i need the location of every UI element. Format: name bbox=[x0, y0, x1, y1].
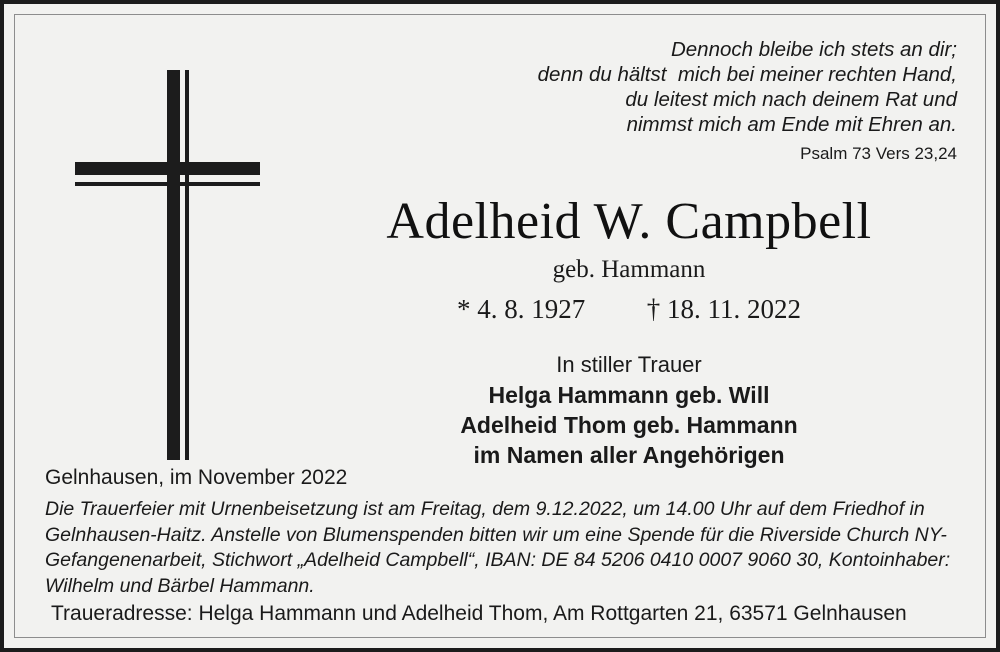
funeral-details: Die Trauerfeier mit Urnenbeisetzung ist am Freitag, dem 9.12.2022, um 14.00 Uhr auf dem Friedhof in Gelnhausen-Haitz. Anstelle von Blumenspenden bitten wir um eine Spende für die Riverside Church NY-Gefangenenarbeit, Stichwort „Adelheid Campbell“, IBAN: DE 84 5206 0410 0007 9060 30, Kontoinhaber: Wilhelm und Bärbel Hammann. bbox=[45, 498, 951, 597]
cross-horizontal-bar bbox=[75, 162, 260, 175]
cross-vertical-bar bbox=[167, 70, 180, 460]
mourner-name-2: Adelheid Thom geb. Hammann bbox=[460, 412, 798, 438]
deceased-name: Adelheid W. Campbell bbox=[386, 193, 872, 250]
place-and-date: Gelnhausen, im November 2022 bbox=[45, 466, 348, 489]
deceased-name-block bbox=[270, 193, 988, 325]
life-dates bbox=[270, 293, 988, 325]
christian-cross-icon bbox=[75, 70, 265, 460]
verse-line-3: du leitest mich nach deinem Rat und bbox=[625, 88, 957, 111]
verse-line-2: denn du hältst mich bei meiner rechten Hand, bbox=[537, 63, 957, 86]
verse-line-1: Dennoch bleibe ich stets an dir; bbox=[670, 38, 957, 61]
verse-line-4: nimmst mich am Ende mit Ehren an. bbox=[626, 113, 957, 136]
cross-horizontal-bar-thin bbox=[75, 182, 260, 186]
cross-vertical-bar-thin bbox=[185, 70, 189, 460]
mourner-name-3: im Namen aller Angehörigen bbox=[473, 442, 785, 468]
birth-date: * 4. 8. 1927 bbox=[457, 294, 586, 324]
mourners-block bbox=[270, 350, 988, 470]
bible-verse bbox=[437, 37, 957, 166]
obituary-inner-frame bbox=[14, 14, 986, 638]
mourner-name-1: Helga Hammann geb. Will bbox=[488, 382, 770, 408]
mourners-intro: In stiller Trauer bbox=[556, 352, 702, 377]
death-date: † 18. 11. 2022 bbox=[646, 294, 801, 324]
condolence-address: Traueradresse: Helga Hammann und Adelheid Thom, Am Rottgarten 21, 63571 Gelnhausen bbox=[51, 602, 907, 625]
verse-source: Psalm 73 Vers 23,24 bbox=[800, 144, 957, 163]
deceased-maiden-name: geb. Hammann bbox=[552, 256, 706, 283]
